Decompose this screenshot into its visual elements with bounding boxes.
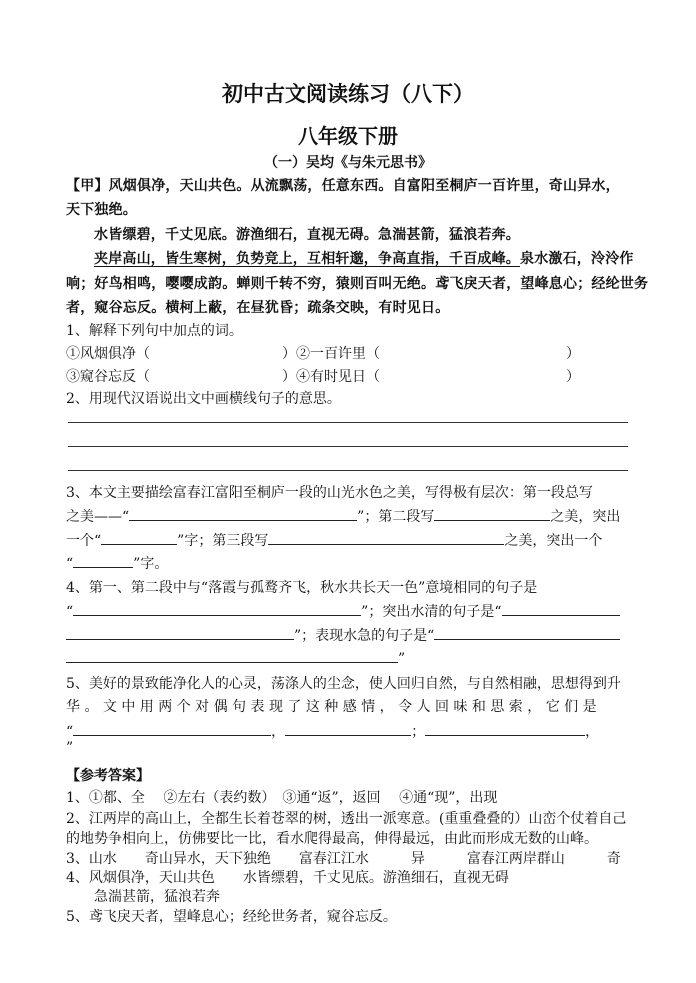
question-4-line [66, 648, 405, 667]
page-title: 初中古文阅读练习（八下） [222, 82, 474, 106]
question-5-line [66, 721, 599, 741]
answer-blank[interactable] [66, 648, 398, 663]
q3-text: ”字。 [133, 556, 169, 572]
answer-blank[interactable] [502, 601, 620, 616]
answer-blank[interactable] [268, 530, 504, 545]
passage-text: 泉水激石，泠泠作 [520, 251, 634, 267]
q5-text: ， [585, 724, 600, 740]
q4-text: ”；突出水清的句子是“ [361, 604, 502, 620]
answer-line[interactable] [68, 470, 628, 471]
q5-text: ， [271, 724, 286, 740]
q4-text: ” [398, 651, 406, 667]
answer-4: 急湍甚箭，猛浪若奔 [94, 889, 220, 905]
q1-close: ） [566, 369, 580, 385]
section-title: （一）吴均《与朱元思书》 [264, 155, 432, 171]
question-4-line: 4、第一、第二段中与“落霞与孤鹜齐飞，秋水共长天一色”意境相同的句子是 [66, 580, 538, 596]
q4-text: ”；表现水急的句子是“ [294, 628, 435, 644]
answer-blank[interactable] [434, 625, 620, 640]
answer-1: 1、①都、全 ②左右（表约数） ③通“返”，返回 ④通“现”，出现 [66, 790, 498, 806]
q1-item-2: ）②一百许里（ [282, 346, 380, 362]
passage-line: 天下独绝。 [66, 202, 137, 218]
question-1-prompt: 1、解释下列句中加点的词。 [66, 323, 243, 339]
answers-heading: 【参考答案】 [66, 768, 150, 784]
question-5-line: ” [66, 740, 74, 756]
question-5-line: 华 。 文 中 用 两 个 对 偶 句 表 现 了 这 种 感 情 ， 令 人 回 味 和 思 索 ， 它 们 是 [66, 699, 597, 715]
q5-text: ； [411, 724, 426, 740]
answer-blank[interactable] [73, 553, 133, 568]
question-4-line [66, 625, 620, 645]
q5-text: “ [66, 724, 74, 740]
question-3-line [66, 506, 620, 526]
q1-item-1: ①风烟俱净（ [66, 346, 150, 362]
answer-blank[interactable] [101, 530, 177, 545]
q3-text: ”；第二段写 [357, 509, 435, 525]
answer-5: 5、鸢飞戾天者，望峰息心；经纶世务者，窥谷忘反。 [66, 909, 397, 925]
question-2-prompt: 2、用现代汉语说出文中画横线句子的意思。 [66, 391, 341, 407]
answer-blank[interactable] [73, 601, 361, 616]
answer-line[interactable] [68, 446, 628, 447]
question-4-line [66, 601, 620, 621]
underlined-sentence: 夹岸高山，皆生寒树，负势竞上，互相轩邈，争高直指，千百成峰。 [94, 251, 520, 267]
answer-line[interactable] [68, 422, 628, 423]
q1-item-3: ③窥谷忘反（ [66, 369, 150, 385]
q3-text: “ [66, 556, 74, 572]
question-5-line: 5、美好的景致能净化人的心灵，荡涤人的尘念，使人回归自然，与自然相融，思想得到升 [66, 676, 621, 692]
q1-close: ） [566, 346, 580, 362]
answer-blank[interactable] [434, 506, 550, 521]
q3-text: 一个“ [66, 533, 102, 549]
answer-blank[interactable] [129, 506, 357, 521]
question-3-line [66, 553, 168, 573]
q1-item-4: ）④有时见日（ [282, 369, 380, 385]
answer-blank[interactable] [285, 721, 411, 736]
answer-4: 4、风烟俱净，天山共色 水皆缥碧，千丈见底。游渔细石，直视无碍 [66, 870, 509, 886]
passage-line: 水皆缥碧，千丈见底。游渔细石，直视无碍。急湍甚箭，猛浪若奔。 [94, 227, 520, 243]
answer-2: 的地势争相向上，仿佛要比一比，看水爬得最高，伸得最远，由此而形成无数的山峰。 [66, 831, 598, 847]
passage-line: 【甲】风烟俱净，天山共色。从流飘荡，任意东西。自富阳至桐庐一百许里，奇山异水， [66, 178, 620, 194]
answer-3: 3、山水 奇山异水，天下独绝 富春江江水 异 富春江两岸群山 奇 [66, 851, 621, 867]
q3-text: 之美——“ [66, 509, 130, 525]
question-3-line: 3、本文主要描绘富春江富阳至桐庐一段的山光水色之美，写得极有层次：第一段总写 [66, 485, 593, 501]
answer-blank[interactable] [73, 721, 271, 736]
passage-line: 者，窥谷忘反。横柯上蔽，在昼犹昏；疏条交映，有时见日。 [66, 300, 450, 316]
answer-blank[interactable] [425, 721, 585, 736]
grade-title: 八年级下册 [298, 124, 398, 148]
q3-text: ”字；第三段写 [177, 533, 269, 549]
question-3-line [66, 530, 602, 550]
q3-text: 之美，突出一个 [504, 533, 603, 549]
q3-text: 之美，突出 [550, 509, 621, 525]
passage-line: 响；好鸟相鸣，嘤嘤成韵。蝉则千转不穷，猿则百叫无绝。鸢飞戾天者，望峰息心；经纶世务 [66, 276, 649, 292]
answer-2: 2、江两岸的高山上，全都生长着苍翠的树，透出一派寒意。(重重叠叠的）山峦个仗着自己 [66, 811, 627, 827]
q4-text: “ [66, 604, 74, 620]
passage-line [94, 248, 634, 268]
answer-blank[interactable] [66, 625, 294, 640]
